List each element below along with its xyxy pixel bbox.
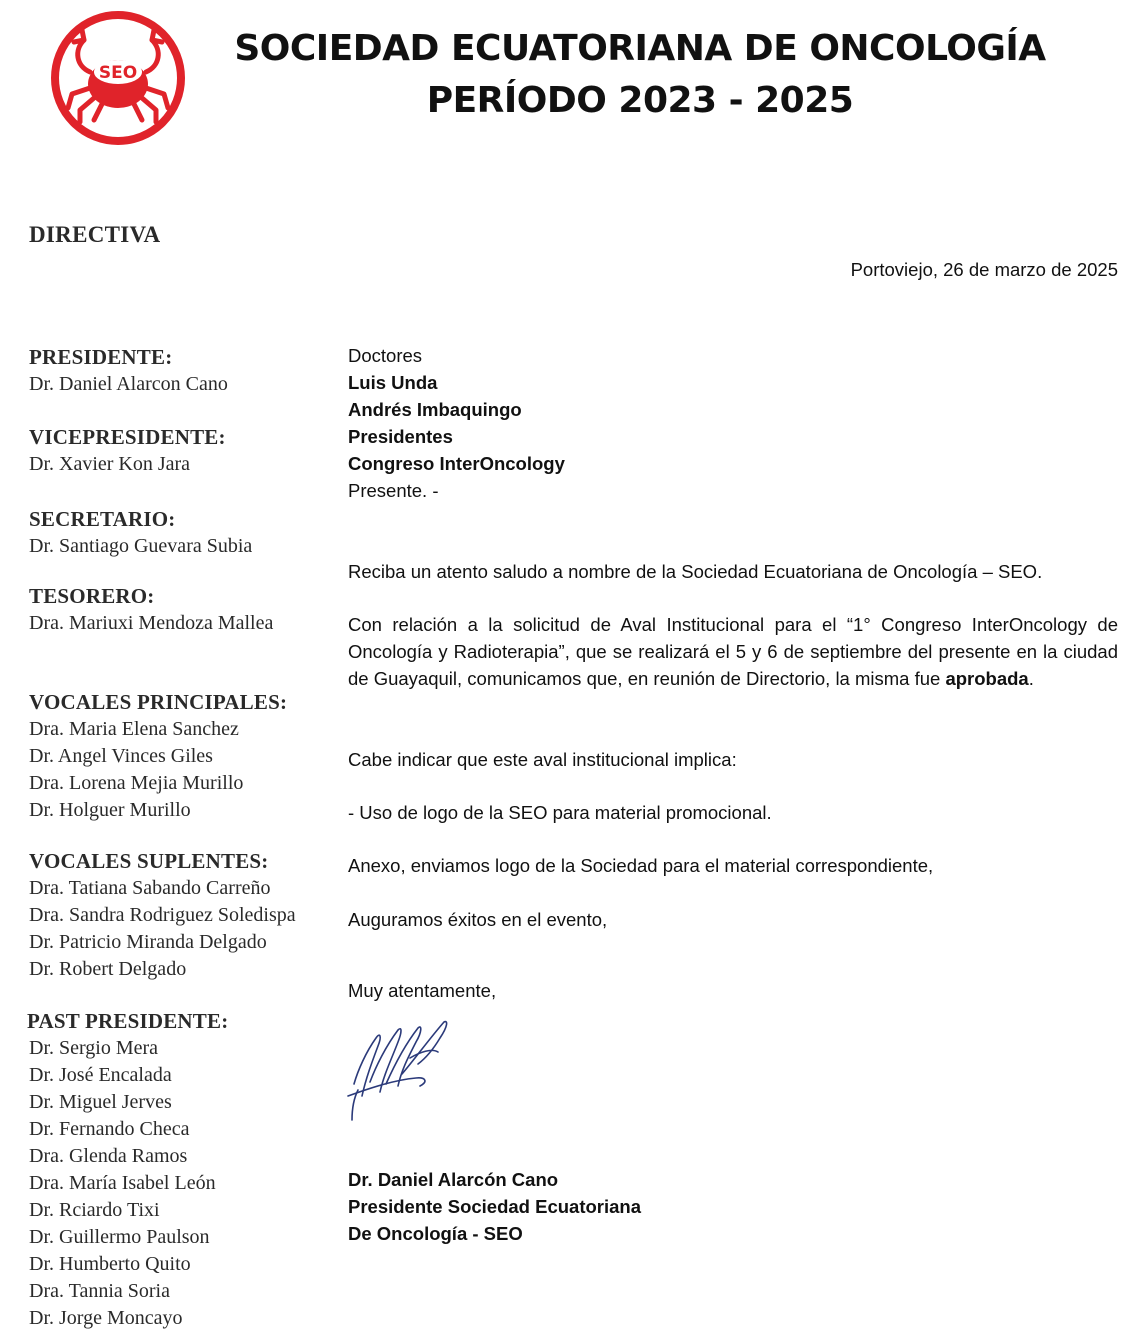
recipient-name: Luis Unda: [348, 372, 438, 393]
member-name: Dra. Lorena Mejia Murillo: [29, 772, 244, 794]
member-name: Dr. Rciardo Tixi: [29, 1199, 160, 1221]
group-presidente: [29, 344, 228, 398]
member-name: Dr. José Encalada: [29, 1064, 172, 1086]
member-name: Dr. Xavier Kon Jara: [29, 453, 191, 475]
group-vocales-suplentes: [29, 848, 296, 983]
recipient-salutation: Doctores: [348, 345, 423, 366]
period-title: PERÍODO 2023 - 2025: [426, 80, 854, 121]
annex-paragraph: Anexo, enviamos logo de la Sociedad para el material correspondiente,: [348, 855, 934, 876]
member-name: Dr. Jorge Moncayo: [29, 1307, 183, 1329]
member-name: Dra. Maria Elena Sanchez: [29, 718, 239, 740]
group-vocales-principales: [29, 689, 287, 824]
member-name: Dr. Patricio Miranda Delgado: [29, 931, 267, 953]
member-name: Dr. Holguer Murillo: [29, 799, 191, 821]
signer-title: De Oncología - SEO: [348, 1223, 523, 1244]
group-title: SECRETARIO:: [29, 507, 176, 531]
member-name: Dr. Robert Delgado: [29, 958, 187, 980]
approval-paragraph: [348, 611, 1118, 692]
signer-title: Presidente Sociedad Ecuatoriana: [348, 1196, 642, 1217]
implication-paragraph: Cabe indicar que este aval institucional implica:: [348, 749, 737, 770]
member-name: Dr. Fernando Checa: [29, 1118, 190, 1140]
recipient-name: Andrés Imbaquingo: [348, 399, 522, 420]
greeting-paragraph: Reciba un atento saludo a nombre de la Sociedad Ecuatoriana de Oncología – SEO.: [348, 561, 1043, 582]
member-name: Dr. Humberto Quito: [29, 1253, 191, 1275]
group-secretario: [29, 506, 252, 560]
member-name: Dr. Sergio Mera: [29, 1037, 159, 1059]
logo-text: SEO: [98, 63, 138, 83]
recipient-event: Congreso InterOncology: [348, 453, 565, 474]
closing-line: Muy atentamente,: [348, 980, 497, 1001]
member-name: Dr. Miguel Jerves: [29, 1091, 172, 1113]
group-tesorero: [29, 583, 273, 637]
group-title: PRESIDENTE:: [29, 345, 173, 369]
approval-text: Con relación a la solicitud de Aval Institucional para el “1° Congreso InterOncology de Oncología y Radioterapia”, que se realizará el 5 y 6 de septiembre del presente en la ciudad de Guayaquil, comunicamos que, en reunión de Directorio, la misma fue: [348, 614, 1118, 689]
recipient-role: Presidentes: [348, 426, 453, 447]
member-name: Dr. Santiago Guevara Subia: [29, 535, 253, 557]
letter-date: Portoviejo, 26 de marzo de 2025: [850, 259, 1118, 280]
member-name: Dr. Daniel Alarcon Cano: [29, 373, 228, 395]
group-past-presidente: [27, 1008, 228, 1332]
bullet-item: - Uso de logo de la SEO para material promocional.: [348, 802, 772, 823]
recipient-block: [348, 342, 565, 504]
seo-logo: [50, 10, 186, 146]
signature-image: [340, 1012, 470, 1122]
signer-block: [348, 1166, 641, 1247]
group-title: VICEPRESIDENTE:: [29, 425, 226, 449]
group-title: TESORERO:: [29, 584, 155, 608]
group-title: VOCALES SUPLENTES:: [29, 849, 269, 873]
member-name: Dr. Angel Vinces Giles: [29, 745, 213, 767]
member-name: Dra. Mariuxi Mendoza Mallea: [29, 612, 274, 634]
approved-word: aprobada: [945, 668, 1029, 689]
wishes-paragraph: Auguramos éxitos en el evento,: [348, 909, 608, 930]
recipient-presente: Presente. -: [348, 480, 439, 501]
member-name: Dra. Sandra Rodriguez Soledispa: [29, 904, 296, 926]
directiva-heading: DIRECTIVA: [29, 222, 161, 247]
member-name: Dra. Tatiana Sabando Carreño: [29, 877, 271, 899]
signer-name: Dr. Daniel Alarcón Cano: [348, 1169, 559, 1190]
group-vicepresidente: [29, 424, 226, 478]
approval-period: .: [1028, 668, 1034, 689]
member-name: Dra. María Isabel León: [29, 1172, 216, 1194]
member-name: Dra. Glenda Ramos: [29, 1145, 188, 1167]
society-title: SOCIEDAD ECUATORIANA DE ONCOLOGÍA: [234, 28, 1046, 69]
member-name: Dr. Guillermo Paulson: [29, 1226, 210, 1248]
group-title: VOCALES PRINCIPALES:: [29, 690, 288, 714]
member-name: Dra. Tannia Soria: [29, 1280, 170, 1302]
group-title: PAST PRESIDENTE:: [27, 1009, 229, 1033]
